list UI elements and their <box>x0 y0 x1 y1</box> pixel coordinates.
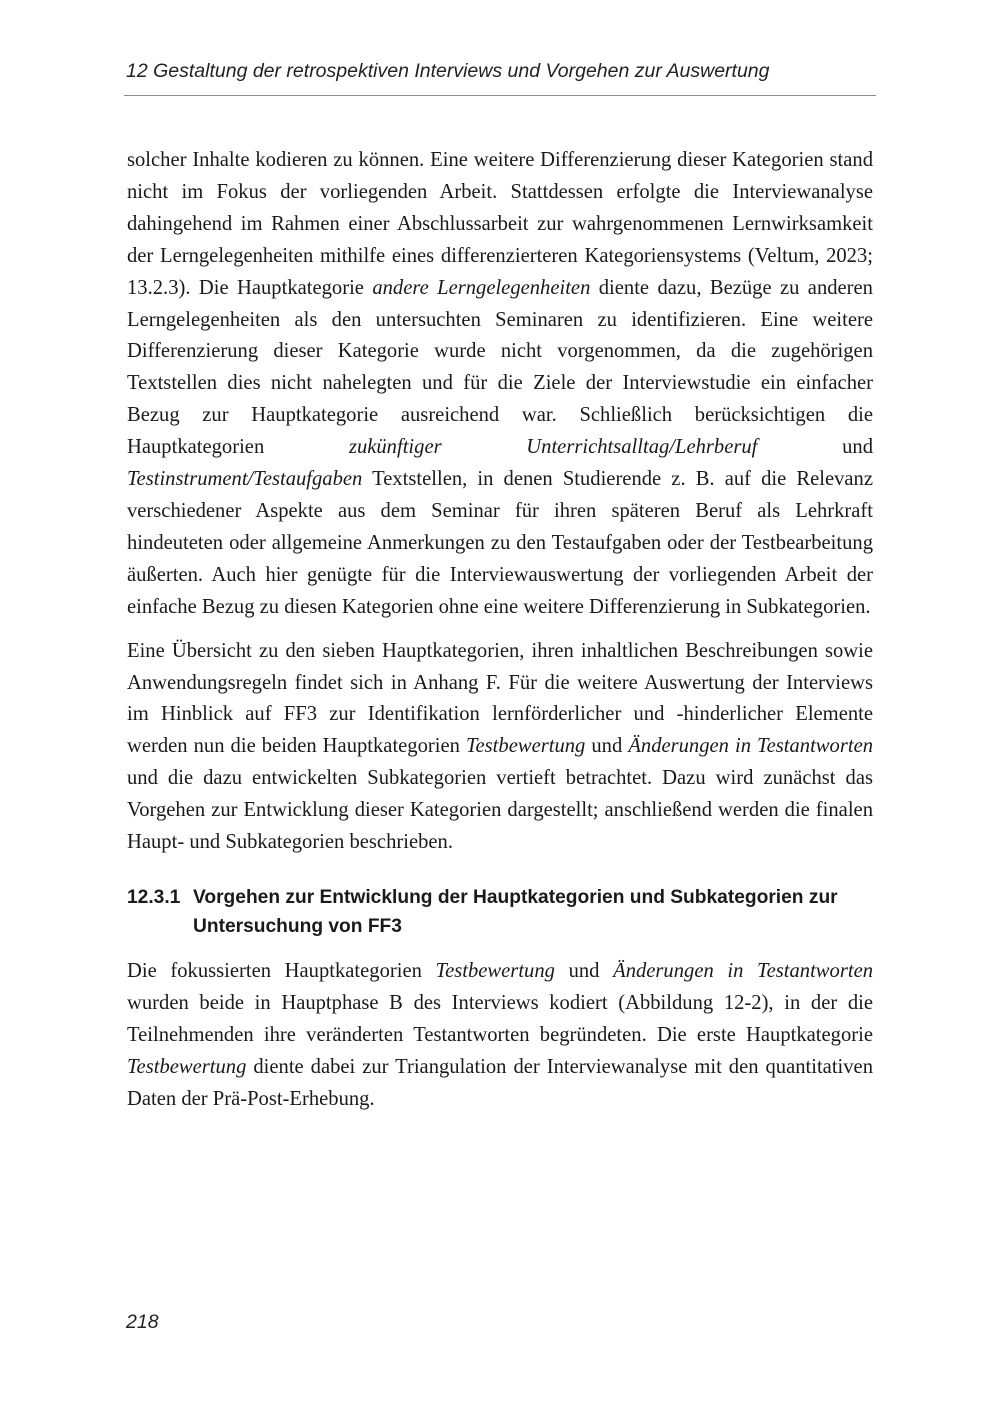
paragraph-1 <box>127 145 873 624</box>
text-segment: und <box>757 436 873 459</box>
paragraph-2 <box>127 636 873 859</box>
text-segment-italic: Testbewertung <box>435 959 555 982</box>
text-segment-italic: zukünftiger Unterrichtsalltag/Lehrberuf <box>348 436 758 459</box>
text-segment: Die fokussierten Hauptkategorien <box>127 959 436 982</box>
running-head: 12 Gestaltung der retrospektiven Interviews und Vorgehen zur Auswertung <box>126 60 770 82</box>
text-segment: und <box>585 735 629 758</box>
text-segment: und <box>554 959 614 982</box>
paragraph-3 <box>127 956 873 1116</box>
text-segment: wurden beide in Hauptphase B des Interviews kodiert (Abbildung 12-2), in der die Teilnehmenden ihre veränderten Testantworten begründeten. Die erste Hauptkategorie <box>127 991 873 1046</box>
text-segment: diente dazu, Bezüge zu anderen Lerngelegenheiten als den untersuchten Seminaren zu identifizieren. Eine weitere Differenzierung dieser Kategorie wurde nicht vorgenommen, da die zugehörigen Textstellen dies nicht nahelegten und für die Ziele der Interviewstudie ein einfacher Bezug zur Hauptkategorie ausreichend war. Schließlich berücksichtigen die Hauptkategorien <box>127 276 873 459</box>
text-segment: Textstellen, in denen Studierende z. B. auf die Relevanz verschiedener Aspekte aus dem Seminar für ihren späteren Beruf als Lehrkraft hindeuteten oder allgemeine Anmerkungen zu den Testaufgaben oder der Testbearbeitung äußerten. Auch hier genügte für die Interviewauswertung der vorliegenden Arbeit der einfache Bezug zu diesen Kategorien ohne eine weitere Differenzierung in Subkategorien. <box>127 468 873 618</box>
text-segment-italic: Testbewertung <box>127 1055 247 1078</box>
header-rule <box>124 95 876 96</box>
text-segment-italic: Änderungen in Testantworten <box>628 735 874 758</box>
text-segment-italic: Änderungen in Testantworten <box>613 959 874 982</box>
text-segment-italic: Testinstrument/Testaufgaben <box>127 468 363 491</box>
main-text <box>127 145 873 1115</box>
text-segment: und die dazu entwickelten Subkategorien vertieft betrachtet. Dazu wird zunächst das Vorgehen zur Entwicklung dieser Kategorien dargestellt; anschließend werden die finalen Haupt- und Subkategorien beschrieben. <box>127 767 873 854</box>
text-segment-italic: andere Lerngelegenheiten <box>372 276 591 299</box>
text-segment: solcher Inhalte kodieren zu können. Eine weitere Differenzierung dieser Kategorien stand nicht im Fokus der vorliegenden Arbeit. Stattdessen erfolgte die Interviewanalyse dahingehend im Rahmen einer Abschlussarbeit zur wahrgenommenen Lernwirksamkeit der Lerngelegenheiten mithilfe eines differenzierteren Kategoriensystems (Veltum, 2023; 13.2.3). Die Hauptkategorie <box>127 149 873 299</box>
text-segment: diente dabei zur Triangulation der Interviewanalyse mit den quantitativen Daten der Prä-Post-Erhebung. <box>127 1055 873 1110</box>
section-title: Vorgehen zur Entwicklung der Hauptkategorien und Subkategorien zur Untersuchung von FF3 <box>193 886 838 937</box>
text-segment: Eine Übersicht zu den sieben Hauptkategorien, ihren inhaltlichen Beschreibungen sowie Anwendungsregeln findet sich in Anhang F. Für die weitere Auswertung der Interviews im Hinblick auf FF3 zur Identifikation lernförderlicher und -hinderlicher Elemente werden nun die beiden Hauptkategorien <box>127 639 873 758</box>
page-number: 218 <box>126 1311 159 1333</box>
section-number: 12.3.1 <box>127 886 181 908</box>
text-segment-italic: Testbewertung <box>465 735 586 758</box>
section-heading <box>127 883 873 941</box>
